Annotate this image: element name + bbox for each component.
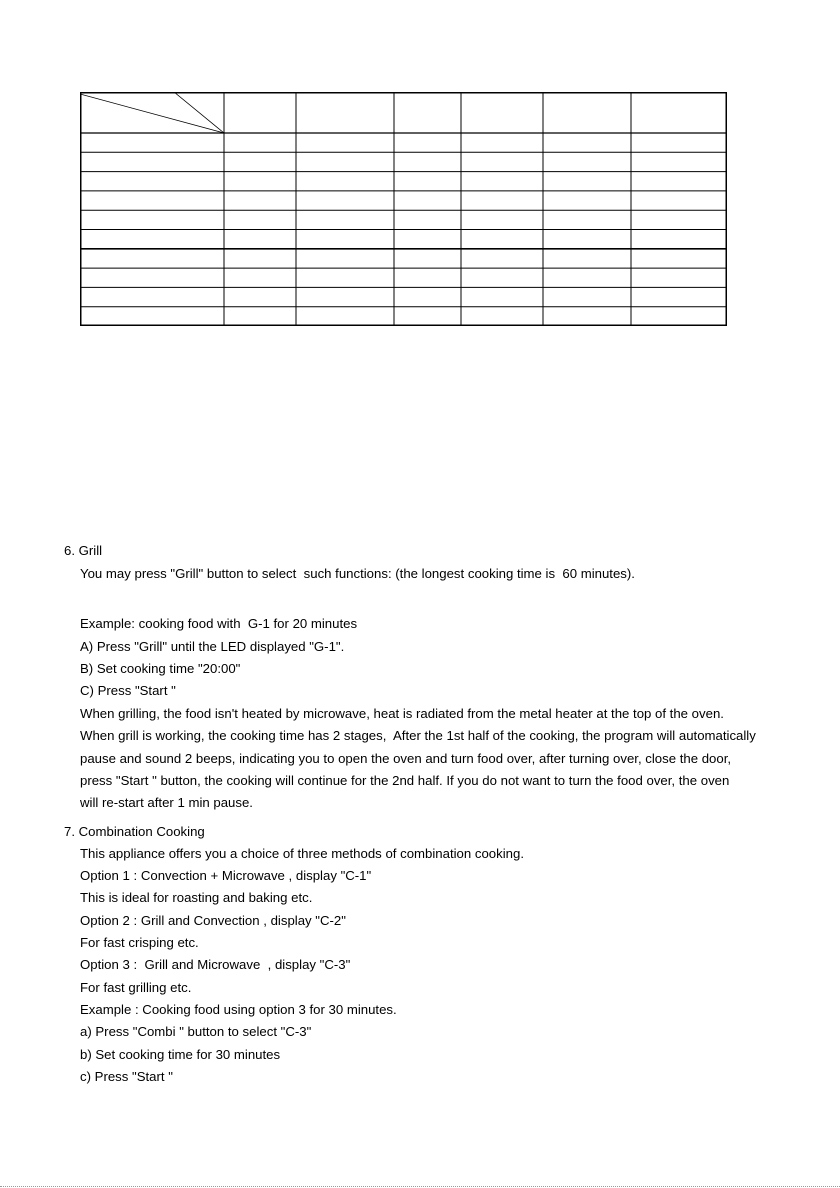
combination-option-2: Option 2 : Grill and Convection , display "C-2": [80, 913, 346, 928]
combination-heading: 7. Combination Cooking: [64, 824, 205, 839]
grill-intro: You may press "Grill" button to select such functions: (the longest cooking time is 60 minutes).: [80, 566, 635, 581]
grill-step-b: B) Set cooking time "20:00": [80, 661, 241, 676]
combination-step-a: a) Press "Combi " button to select "C-3": [80, 1024, 312, 1039]
grill-paragraph-line: When grill is working, the cooking time has 2 stages, After the 1st half of the cooking, the program will automatically: [80, 728, 756, 743]
settings-table-grid: [80, 92, 727, 326]
combination-option-1-description: This is ideal for roasting and baking etc.: [80, 890, 313, 905]
grill-paragraph-line: will re-start after 1 min pause.: [80, 795, 253, 810]
combination-option-3-description: For fast grilling etc.: [80, 980, 192, 995]
combination-example: Example : Cooking food using option 3 for 30 minutes.: [80, 1002, 397, 1017]
combination-option-2-description: For fast crisping etc.: [80, 935, 199, 950]
grill-paragraph-line: press "Start " button, the cooking will continue for the 2nd half. If you do not want to turn the food over, the oven: [80, 773, 730, 788]
page-bottom-divider: [0, 1186, 840, 1187]
settings-table: [80, 92, 727, 326]
combination-step-c: c) Press "Start ": [80, 1069, 173, 1084]
combination-option-1: Option 1 : Convection + Microwave , display "C-1": [80, 868, 372, 883]
grill-example: Example: cooking food with G-1 for 20 minutes: [80, 616, 358, 631]
grill-step-a: A) Press "Grill" until the LED displayed "G-1".: [80, 639, 345, 654]
grill-paragraph-line: When grilling, the food isn't heated by microwave, heat is radiated from the metal heater at the top of the oven.: [80, 706, 724, 721]
grill-paragraph-line: pause and sound 2 beeps, indicating you to open the oven and turn food over, after turning over, close the door,: [80, 751, 732, 766]
grill-step-c: C) Press "Start ": [80, 683, 176, 698]
grill-heading: 6. Grill: [64, 543, 103, 558]
table-header-diagonal: [174, 92, 224, 133]
table-header-diagonal: [80, 94, 224, 133]
combination-step-b: b) Set cooking time for 30 minutes: [80, 1047, 281, 1062]
combination-option-3: Option 3 : Grill and Microwave , display "C-3": [80, 957, 351, 972]
combination-intro: This appliance offers you a choice of three methods of combination cooking.: [80, 846, 524, 861]
table-border: [81, 93, 727, 326]
